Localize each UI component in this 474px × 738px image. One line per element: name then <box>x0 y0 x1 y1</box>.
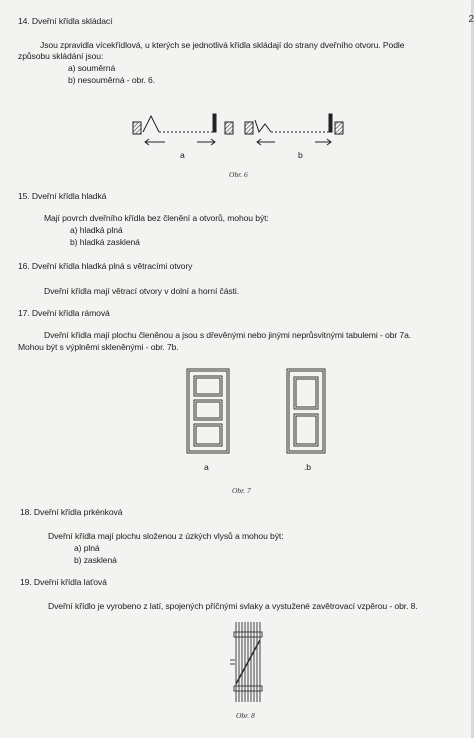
figure-7-caption: Obr. 7 <box>232 486 251 495</box>
section-17-text-line1: Dveřní křídla mají plochu členěnou a jsou s dřevěnými nebo jinými neprůsvitnými tabulemi - obr 7a. <box>44 330 412 340</box>
figure-7b-glazed-door <box>286 368 326 454</box>
section-19-heading: 19. Dveřní křídla laťová <box>20 577 107 587</box>
figure-8-caption: Obr. 8 <box>236 711 255 720</box>
section-15-heading: 15. Dveřní křídla hladká <box>18 191 107 201</box>
figure-6-label-a: a <box>180 150 185 160</box>
section-14-text-line2: způsobu skládání jsou: <box>18 51 104 61</box>
section-16-heading: 16. Dveřní křídla hladká plná s větracími otvory <box>18 261 193 271</box>
section-14-text-line1: Jsou zpravidla vícekřídlová, u kterých se jednotlivá křídla skládají do strany dveřního otvoru. Podle <box>40 40 405 50</box>
figure-7-label-a: a <box>204 462 209 472</box>
section-14-item-b: b) nesouměrná - obr. 6. <box>68 75 156 85</box>
figure-8-batten-door <box>226 620 266 704</box>
section-14-heading: 14. Dveřní křídla skládací <box>18 16 113 26</box>
section-17-heading: 17. Dveřní křídla rámová <box>18 308 110 318</box>
figure-7-label-b: .b <box>304 462 311 472</box>
section-16-text-line1: Dveřní křídla mají větrací otvory v dolní a horní části. <box>44 286 239 296</box>
section-18-heading: 18. Dveřní křídla prkénková <box>20 507 123 517</box>
section-15-text-line1: Mají povrch dveřního křídla bez členění a otvorů, mohou být: <box>44 213 269 223</box>
section-18-text-line1: Dveřní křídla mají plochu složenou z úzkých vlysů a mohou být: <box>48 531 284 541</box>
section-18-item-a: a) plná <box>74 543 100 553</box>
section-17-text-line2: Mohou být s výplněmi skleněnými - obr. 7b. <box>18 342 179 352</box>
section-15-item-b: b) hladká zasklená <box>70 237 140 247</box>
section-18-item-b: b) zasklená <box>74 555 117 565</box>
figure-6-caption: Obr. 6 <box>229 170 248 179</box>
section-14-item-a: a) souměrná <box>68 63 116 73</box>
section-19-text-line1: Dveřní křídlo je vyrobeno z latí, spojených příčnými svlaky a vystužené zavětrovací vzpěrou - obr. 8. <box>48 601 418 611</box>
section-15-item-a: a) hladká plná <box>70 225 123 235</box>
page-number: 2 <box>468 14 474 25</box>
figure-7a-panel-door <box>186 368 230 454</box>
figure-6-label-b: b <box>298 150 303 160</box>
